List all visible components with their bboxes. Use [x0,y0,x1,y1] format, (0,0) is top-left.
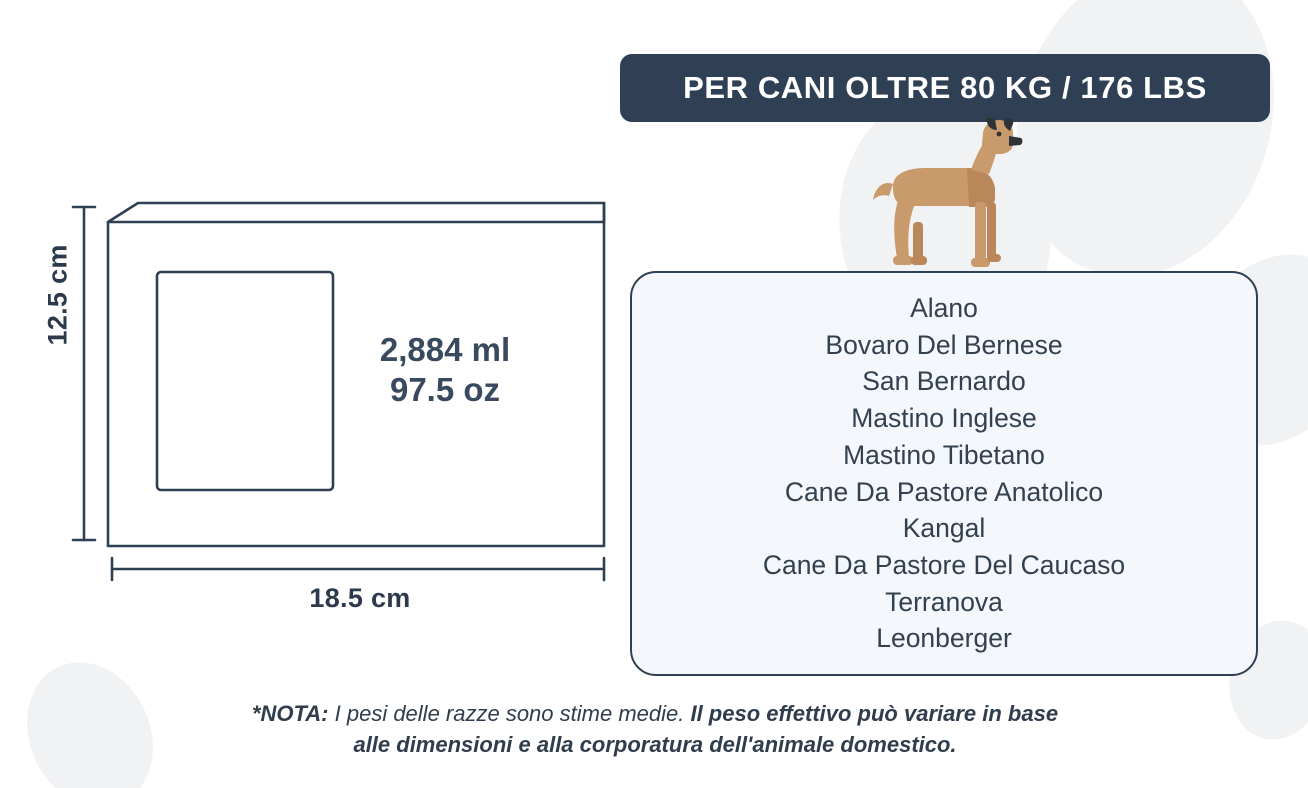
list-item: San Bernardo [862,366,1026,397]
weight-category-banner [620,54,1270,122]
list-item: Alano [910,293,978,324]
list-item: Kangal [902,513,986,544]
great-dane-dog-icon [863,118,1023,273]
volume-ml-label: 2,884 ml [379,331,511,368]
volume-oz-label: 97.5 oz [389,371,501,409]
list-item: Mastino Inglese [851,403,1037,434]
right-column [620,0,1308,788]
width-dimension-label: 18.5 cm [309,583,411,613]
footnote-line-1 [150,698,1160,729]
product-dimension-diagram [0,0,640,788]
list-item: Terranova [885,586,1003,617]
footnote-lead: *NOTA: [251,701,329,726]
footnote-emphasis: Il peso effettivo può variare in base [690,701,1059,726]
list-item: Cane Da Pastore Del Caucaso [762,549,1126,580]
footnote-text: I pesi delle razze sono stime medie. [328,701,691,726]
weight-category-label: PER CANI OLTRE 80 KG / 176 LBS [683,70,1207,105]
list-item: Bovaro Del Bernese [825,329,1063,360]
volume-capacity-block [300,330,590,411]
breed-list-panel [630,271,1258,676]
footnote-disclaimer [150,698,1160,760]
footnote-line-2: alle dimensioni e alla corporatura dell'animale domestico. [353,732,957,758]
width-dimension-line [112,558,604,580]
list-item: Cane Da Pastore Anatolico [784,476,1104,507]
height-dimension-line [73,207,95,540]
list-item: Mastino Tibetano [843,439,1045,470]
height-dimension-label: 12.5 cm [42,244,73,346]
list-item: Leonberger [876,623,1012,654]
